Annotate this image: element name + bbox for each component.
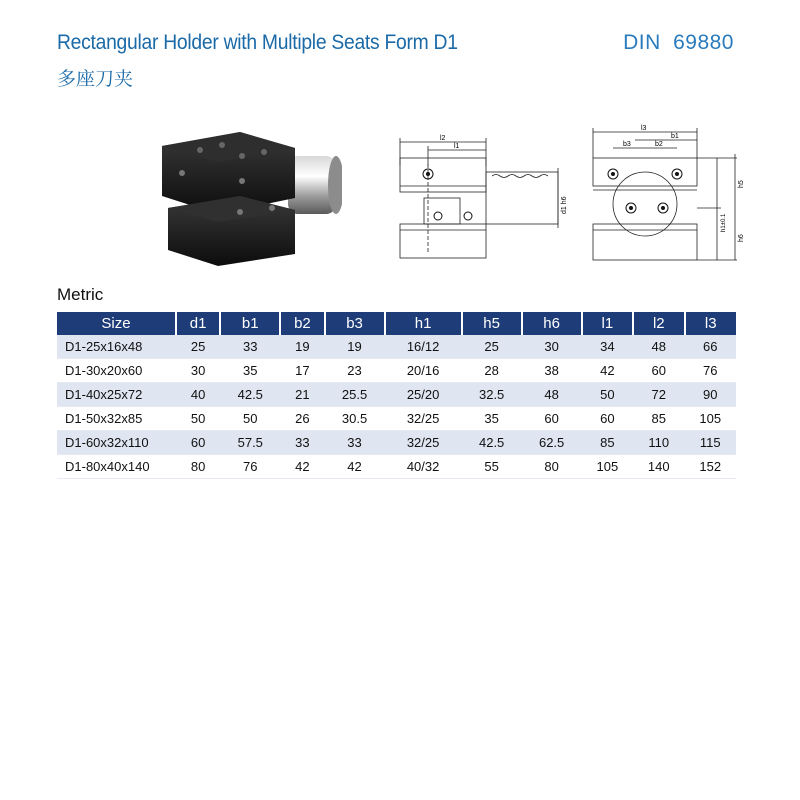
table-cell: 76 xyxy=(220,455,280,479)
table-cell: 57.5 xyxy=(220,431,280,455)
table-cell: 42 xyxy=(280,455,324,479)
dim-label-d1h6: d1 h6 xyxy=(561,196,568,214)
column-header-l1: l1 xyxy=(582,312,633,335)
table-cell: 60 xyxy=(633,359,684,383)
table-cell: 60 xyxy=(522,407,582,431)
table-cell: 34 xyxy=(582,335,633,359)
table-cell: 25.5 xyxy=(325,383,385,407)
table-row xyxy=(57,455,736,479)
column-header-b3: b3 xyxy=(325,312,385,335)
table-cell: 32/25 xyxy=(385,407,462,431)
table-cell: 85 xyxy=(633,407,684,431)
table-cell: 76 xyxy=(685,359,737,383)
table-cell: 33 xyxy=(325,431,385,455)
table-cell: 42.5 xyxy=(462,431,522,455)
table-cell: 48 xyxy=(522,383,582,407)
dim-label-b3: b3 xyxy=(623,141,631,148)
dimension-table xyxy=(57,312,736,479)
page-title: Rectangular Holder with Multiple Seats Form D1 xyxy=(57,31,458,54)
table-cell: 152 xyxy=(685,455,737,479)
table-cell: 30 xyxy=(176,359,220,383)
dim-label-h5: h5 xyxy=(738,180,745,188)
table-cell-size: D1-80x40x140 xyxy=(57,455,176,479)
table-cell: 40/32 xyxy=(385,455,462,479)
column-header-l2: l2 xyxy=(633,312,684,335)
table-cell: 62.5 xyxy=(522,431,582,455)
table-cell: 48 xyxy=(633,335,684,359)
standard-number: DIN 69880 xyxy=(623,31,734,54)
table-cell: 40 xyxy=(176,383,220,407)
table-cell: 105 xyxy=(582,455,633,479)
table-cell: 16/12 xyxy=(385,335,462,359)
table-cell: 60 xyxy=(582,407,633,431)
table-cell: 23 xyxy=(325,359,385,383)
column-header-h1: h1 xyxy=(385,312,462,335)
table-cell-size: D1-50x32x85 xyxy=(57,407,176,431)
table-cell: 25/20 xyxy=(385,383,462,407)
column-header-d1: d1 xyxy=(176,312,220,335)
column-header-b2: b2 xyxy=(280,312,324,335)
table-row xyxy=(57,407,736,431)
table-cell: 72 xyxy=(633,383,684,407)
table-cell: 38 xyxy=(522,359,582,383)
table-cell-size: D1-25x16x48 xyxy=(57,335,176,359)
table-cell: 42 xyxy=(325,455,385,479)
table-cell-size: D1-30x20x60 xyxy=(57,359,176,383)
table-cell: 17 xyxy=(280,359,324,383)
side-view-drawing xyxy=(388,128,578,268)
table-cell: 32/25 xyxy=(385,431,462,455)
table-cell: 19 xyxy=(280,335,324,359)
dim-label-h6: h6 xyxy=(738,234,745,242)
table-cell: 140 xyxy=(633,455,684,479)
dim-label-b2: b2 xyxy=(655,141,663,148)
table-cell-size: D1-60x32x110 xyxy=(57,431,176,455)
table-cell: 32.5 xyxy=(462,383,522,407)
table-cell: 30 xyxy=(522,335,582,359)
table-cell: 50 xyxy=(220,407,280,431)
table-cell: 35 xyxy=(462,407,522,431)
table-cell: 25 xyxy=(462,335,522,359)
table-row xyxy=(57,383,736,407)
table-cell: 42 xyxy=(582,359,633,383)
table-cell: 60 xyxy=(176,431,220,455)
table-cell: 20/16 xyxy=(385,359,462,383)
column-header-size: Size xyxy=(57,312,176,335)
table-cell: 35 xyxy=(220,359,280,383)
table-cell-size: D1-40x25x72 xyxy=(57,383,176,407)
table-cell: 21 xyxy=(280,383,324,407)
table-cell: 25 xyxy=(176,335,220,359)
table-cell: 33 xyxy=(220,335,280,359)
table-cell: 19 xyxy=(325,335,385,359)
column-header-h5: h5 xyxy=(462,312,522,335)
table-cell: 80 xyxy=(176,455,220,479)
table-row xyxy=(57,335,736,359)
product-photo xyxy=(160,128,342,268)
dim-label-b1: b1 xyxy=(671,133,679,140)
table-cell: 85 xyxy=(582,431,633,455)
table-row xyxy=(57,359,736,383)
table-cell: 28 xyxy=(462,359,522,383)
table-header-row xyxy=(57,312,736,335)
table-cell: 55 xyxy=(462,455,522,479)
table-cell: 42.5 xyxy=(220,383,280,407)
table-cell: 90 xyxy=(685,383,737,407)
dim-label-h1: h1±0.1 xyxy=(721,213,727,232)
table-row xyxy=(57,431,736,455)
table-cell: 110 xyxy=(633,431,684,455)
table-cell: 105 xyxy=(685,407,737,431)
column-header-b1: b1 xyxy=(220,312,280,335)
table-cell: 50 xyxy=(176,407,220,431)
section-label-metric: Metric xyxy=(57,285,104,304)
front-view-drawing xyxy=(585,118,745,268)
table-cell: 66 xyxy=(685,335,737,359)
column-header-l3: l3 xyxy=(685,312,737,335)
table-cell: 50 xyxy=(582,383,633,407)
page-subtitle-chinese: 多座刀夹 xyxy=(57,68,134,90)
dim-label-l3: l3 xyxy=(641,125,647,132)
table-cell: 33 xyxy=(280,431,324,455)
table-cell: 26 xyxy=(280,407,324,431)
table-cell: 115 xyxy=(685,431,737,455)
column-header-h6: h6 xyxy=(522,312,582,335)
dim-label-l1: l1 xyxy=(454,143,460,150)
table-cell: 30.5 xyxy=(325,407,385,431)
table-cell: 80 xyxy=(522,455,582,479)
dim-label-l2: l2 xyxy=(440,135,446,142)
